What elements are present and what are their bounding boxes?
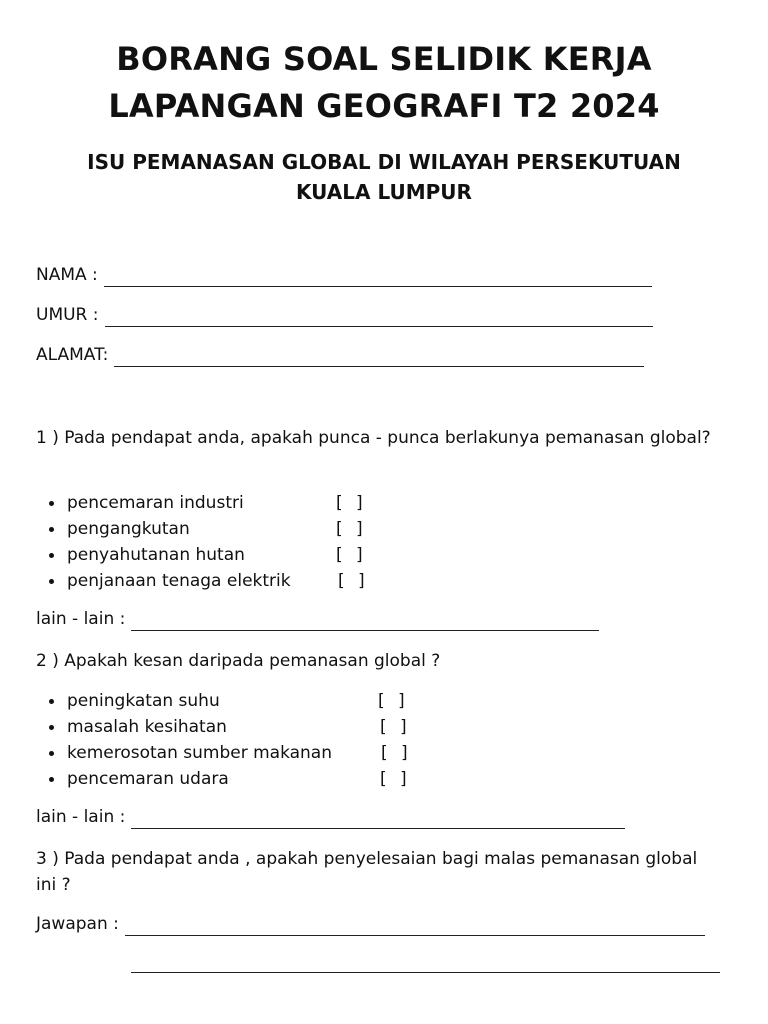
form-title	[0, 36, 768, 130]
alamat-label: ALAMAT:	[36, 345, 109, 365]
title-line-2: LAPANGAN GEOGRAFI T2 2024	[108, 87, 660, 125]
checkbox[interactable]: [ ]	[336, 493, 363, 513]
nama-label: NAMA :	[36, 265, 98, 285]
umur-field	[36, 303, 653, 327]
q2-option-3	[36, 740, 476, 766]
option-label: penjanaan tenaga elektrik	[67, 571, 291, 591]
q2-option-4	[36, 766, 476, 792]
q1-other-label: lain - lain :	[36, 609, 126, 629]
q1-other-field	[36, 607, 599, 631]
option-label: penyahutanan hutan	[67, 545, 245, 565]
option-label: kemerosotan sumber makanan	[67, 743, 332, 763]
alamat-input-line[interactable]	[114, 348, 644, 367]
option-label: pencemaran industri	[67, 493, 244, 513]
checkbox[interactable]: [ ]	[380, 717, 407, 737]
q3-answer-line-1[interactable]	[125, 917, 705, 936]
checkbox[interactable]: [ ]	[380, 769, 407, 789]
title-line-1: BORANG SOAL SELIDIK KERJA	[116, 40, 652, 78]
checkbox[interactable]: [ ]	[338, 571, 365, 591]
q3-answer-line-2[interactable]	[131, 956, 720, 973]
subtitle-line-1: ISU PEMANASAN GLOBAL DI WILAYAH PERSEKUTUAN	[87, 150, 681, 174]
q3-answer-field	[36, 912, 705, 936]
question-1: 1 ) Pada pendapat anda, apakah punca - punca berlakunya pemanasan global?	[36, 428, 711, 448]
nama-input-line[interactable]	[104, 268, 652, 287]
q2-option-1	[36, 688, 476, 714]
q1-other-input-line[interactable]	[131, 612, 599, 631]
q1-option-2	[36, 516, 436, 542]
question-2: 2 ) Apakah kesan daripada pemanasan global ?	[36, 651, 441, 671]
form-subtitle	[40, 147, 728, 207]
option-label: pencemaran udara	[67, 769, 229, 789]
q1-option-1	[36, 490, 436, 516]
q1-option-4	[36, 568, 436, 594]
option-label: pengangkutan	[67, 519, 190, 539]
checkbox[interactable]: [ ]	[336, 545, 363, 565]
q2-other-input-line[interactable]	[131, 810, 625, 829]
option-label: masalah kesihatan	[67, 717, 227, 737]
umur-label: UMUR :	[36, 305, 99, 325]
option-label: peningkatan suhu	[67, 691, 220, 711]
umur-input-line[interactable]	[105, 308, 653, 327]
nama-field	[36, 263, 652, 287]
q2-options	[36, 688, 476, 792]
q2-option-2	[36, 714, 476, 740]
q2-other-field	[36, 805, 625, 829]
alamat-field	[36, 343, 644, 367]
checkbox[interactable]: [ ]	[381, 743, 408, 763]
q1-option-3	[36, 542, 436, 568]
q3-answer-label: Jawapan :	[36, 914, 119, 934]
subtitle-line-2: KUALA LUMPUR	[296, 180, 472, 204]
checkbox[interactable]: [ ]	[336, 519, 363, 539]
q2-other-label: lain - lain :	[36, 807, 126, 827]
checkbox[interactable]: [ ]	[378, 691, 405, 711]
question-3: 3 ) Pada pendapat anda , apakah penyelesaian bagi malas pemanasan global ini ?	[36, 849, 698, 895]
q1-options	[36, 490, 436, 594]
